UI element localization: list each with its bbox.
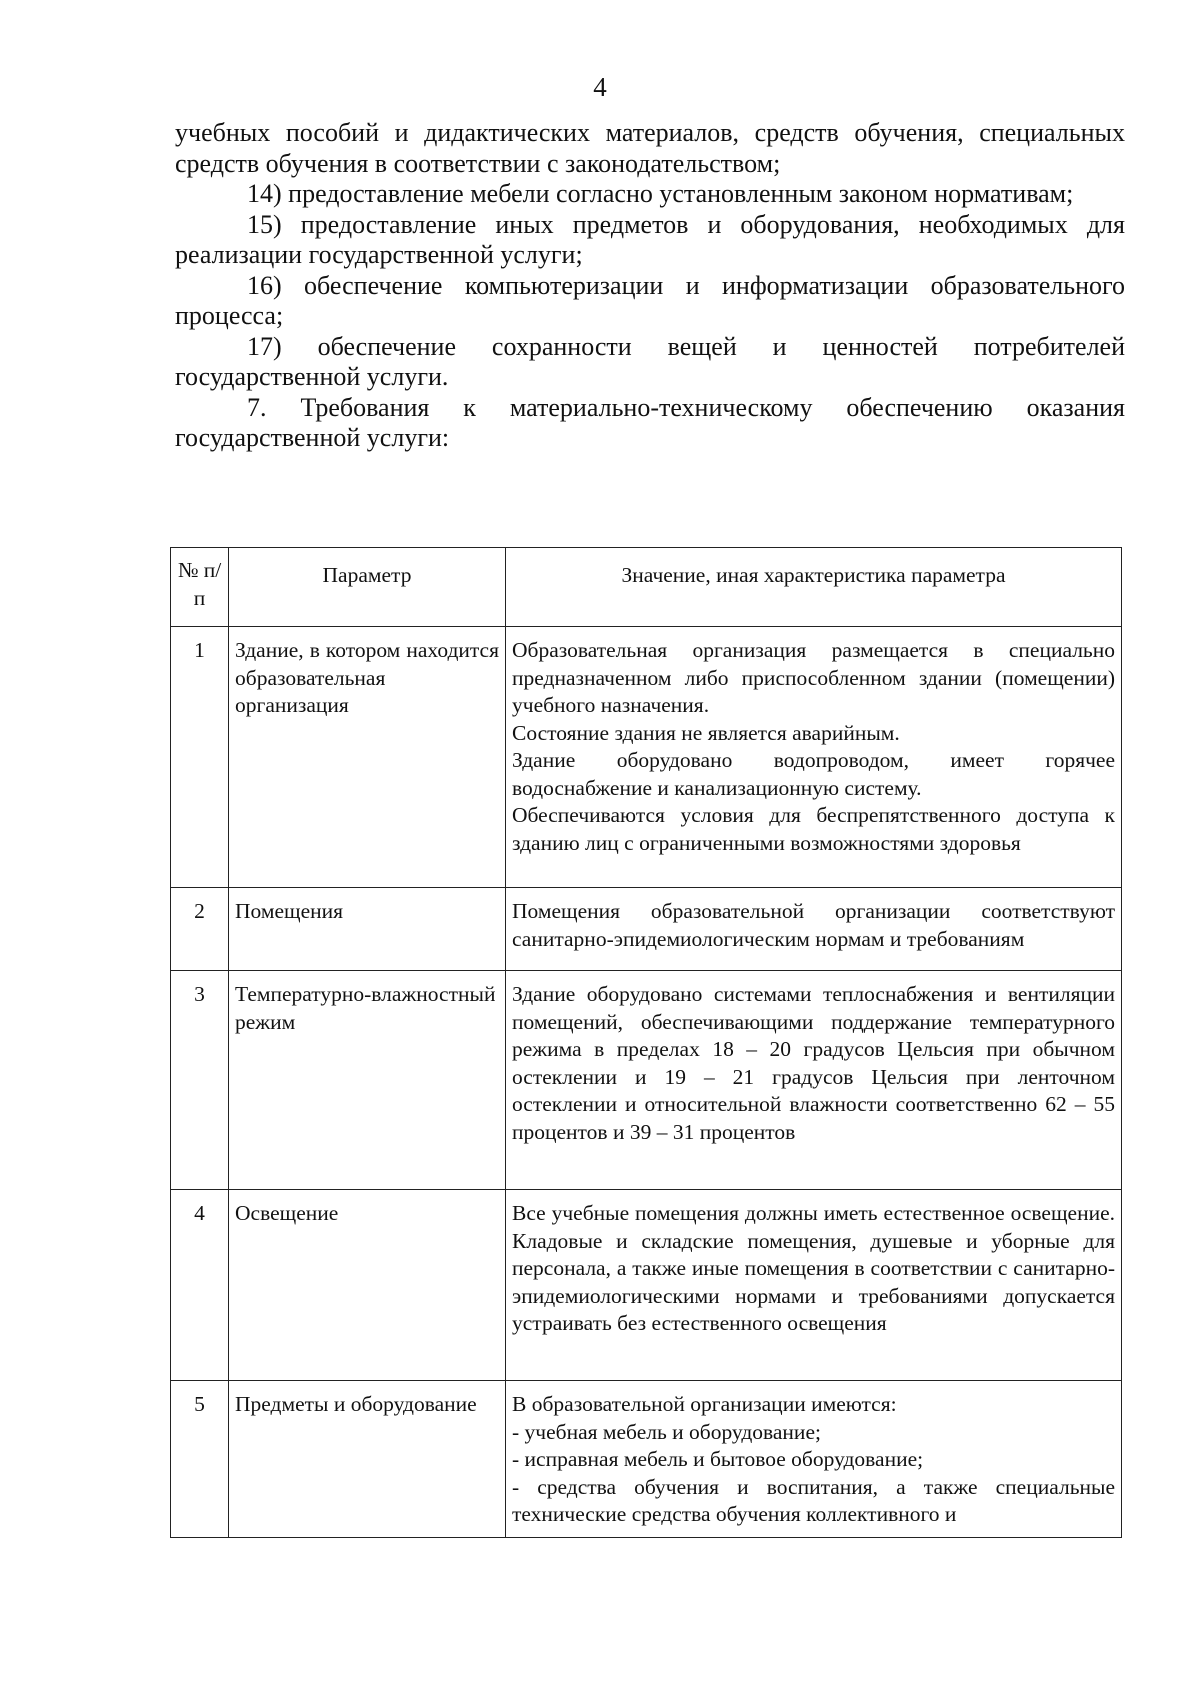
table-row (171, 627, 1122, 888)
header-value: Значение, иная характеристика параметра (506, 548, 1122, 627)
table-row (171, 971, 1122, 1190)
parameter-text: Освещение (235, 1201, 339, 1225)
paragraph-item-14: 14) предоставление мебели согласно установленным законом нормативам; (247, 179, 1074, 208)
value-paragraph: Состояние здания не является аварийным. (512, 720, 900, 745)
value-paragraph: Образовательная организация размещается в специально предназначенном либо приспособленном здании (помещении) учебного назначения. (512, 638, 1115, 717)
parameter-text: Предметы и оборудование (235, 1392, 477, 1416)
paragraph-item-16: 16) обеспечение компьютеризации и информатизации образовательного процесса; (175, 270, 1125, 330)
table-header-row (171, 548, 1122, 627)
paragraph-continuation: учебных пособий и дидактических материалов, средств обучения, специальных средств обучения в соответствии с законодательством; (175, 118, 1125, 178)
row-value (506, 888, 1122, 971)
row-value (506, 627, 1122, 888)
row-value (506, 971, 1122, 1190)
row-parameter (229, 888, 506, 971)
table-row (171, 1190, 1122, 1381)
row-number: 2 (171, 888, 229, 971)
requirements-table (170, 547, 1122, 1538)
row-parameter (229, 1190, 506, 1381)
requirements-table-container (170, 547, 1122, 1538)
row-parameter (229, 627, 506, 888)
header-parameter: Параметр (229, 548, 506, 627)
row-number: 3 (171, 971, 229, 1190)
value-paragraph: Помещения образовательной организации соответствуют санитарно-эпидемиологическим нормам и требованиям (512, 899, 1115, 951)
value-paragraph: Обеспечиваются условия для беспрепятственного доступа к зданию лиц с ограниченными возможностями здоровья (512, 803, 1115, 855)
value-paragraph: В образовательной организации имеются: (512, 1392, 897, 1416)
value-paragraph: Здание оборудовано системами теплоснабжения и вентиляции помещений, обеспечивающими поддержание температурного режима в пределах 18 – 20 градусов Цельсия при обычном остеклении и 19 – 21 градусов Цельсия при ленточном остеклении и относительной влажности соответственно 62 – 55 процентов и 39 – 31 процентов (512, 982, 1115, 1144)
value-paragraph: Здание оборудовано водопроводом, имеет горячее водоснабжение и канализационную систему. (512, 748, 1115, 800)
value-paragraph: - средства обучения и воспитания, а также специальные технические средства обучения коллективного и (512, 1474, 1115, 1526)
parameter-text: Здание, в котором находится образовательная организация (235, 638, 499, 717)
header-number: № п/п (171, 548, 229, 627)
row-number: 5 (171, 1381, 229, 1538)
row-value (506, 1190, 1122, 1381)
paragraph-item-17: 17) обеспечение сохранности вещей и ценностей потребителей государственной услуги. (175, 331, 1125, 391)
parameter-text: Помещения (235, 899, 344, 923)
table-row (171, 1381, 1122, 1538)
body-text (175, 118, 1125, 454)
value-paragraph: - учебная мебель и оборудование; (512, 1419, 821, 1444)
row-parameter (229, 1381, 506, 1538)
value-paragraph: - исправная мебель и бытовое оборудование; (512, 1447, 924, 1471)
table-row (171, 888, 1122, 971)
value-paragraph: Все учебные помещения должны иметь естественное освещение. Кладовые и складские помещения, душевые и уборные для персонала, а также иные помещения в соответствии с санитарно-эпидемиологическими нормами и требованиями допускается устраивать без естественного освещения (512, 1201, 1115, 1335)
row-value (506, 1381, 1122, 1538)
page-number: 4 (593, 72, 607, 102)
paragraph-section-7: 7. Требования к материально-техническому обеспечению оказания государственной услуги: (175, 392, 1125, 452)
paragraph-item-15: 15) предоставление иных предметов и оборудования, необходимых для реализации государственной услуги; (175, 209, 1125, 269)
parameter-text: Температурно-влажностный режим (235, 982, 496, 1034)
row-parameter (229, 971, 506, 1190)
row-number: 4 (171, 1190, 229, 1381)
row-number: 1 (171, 627, 229, 888)
